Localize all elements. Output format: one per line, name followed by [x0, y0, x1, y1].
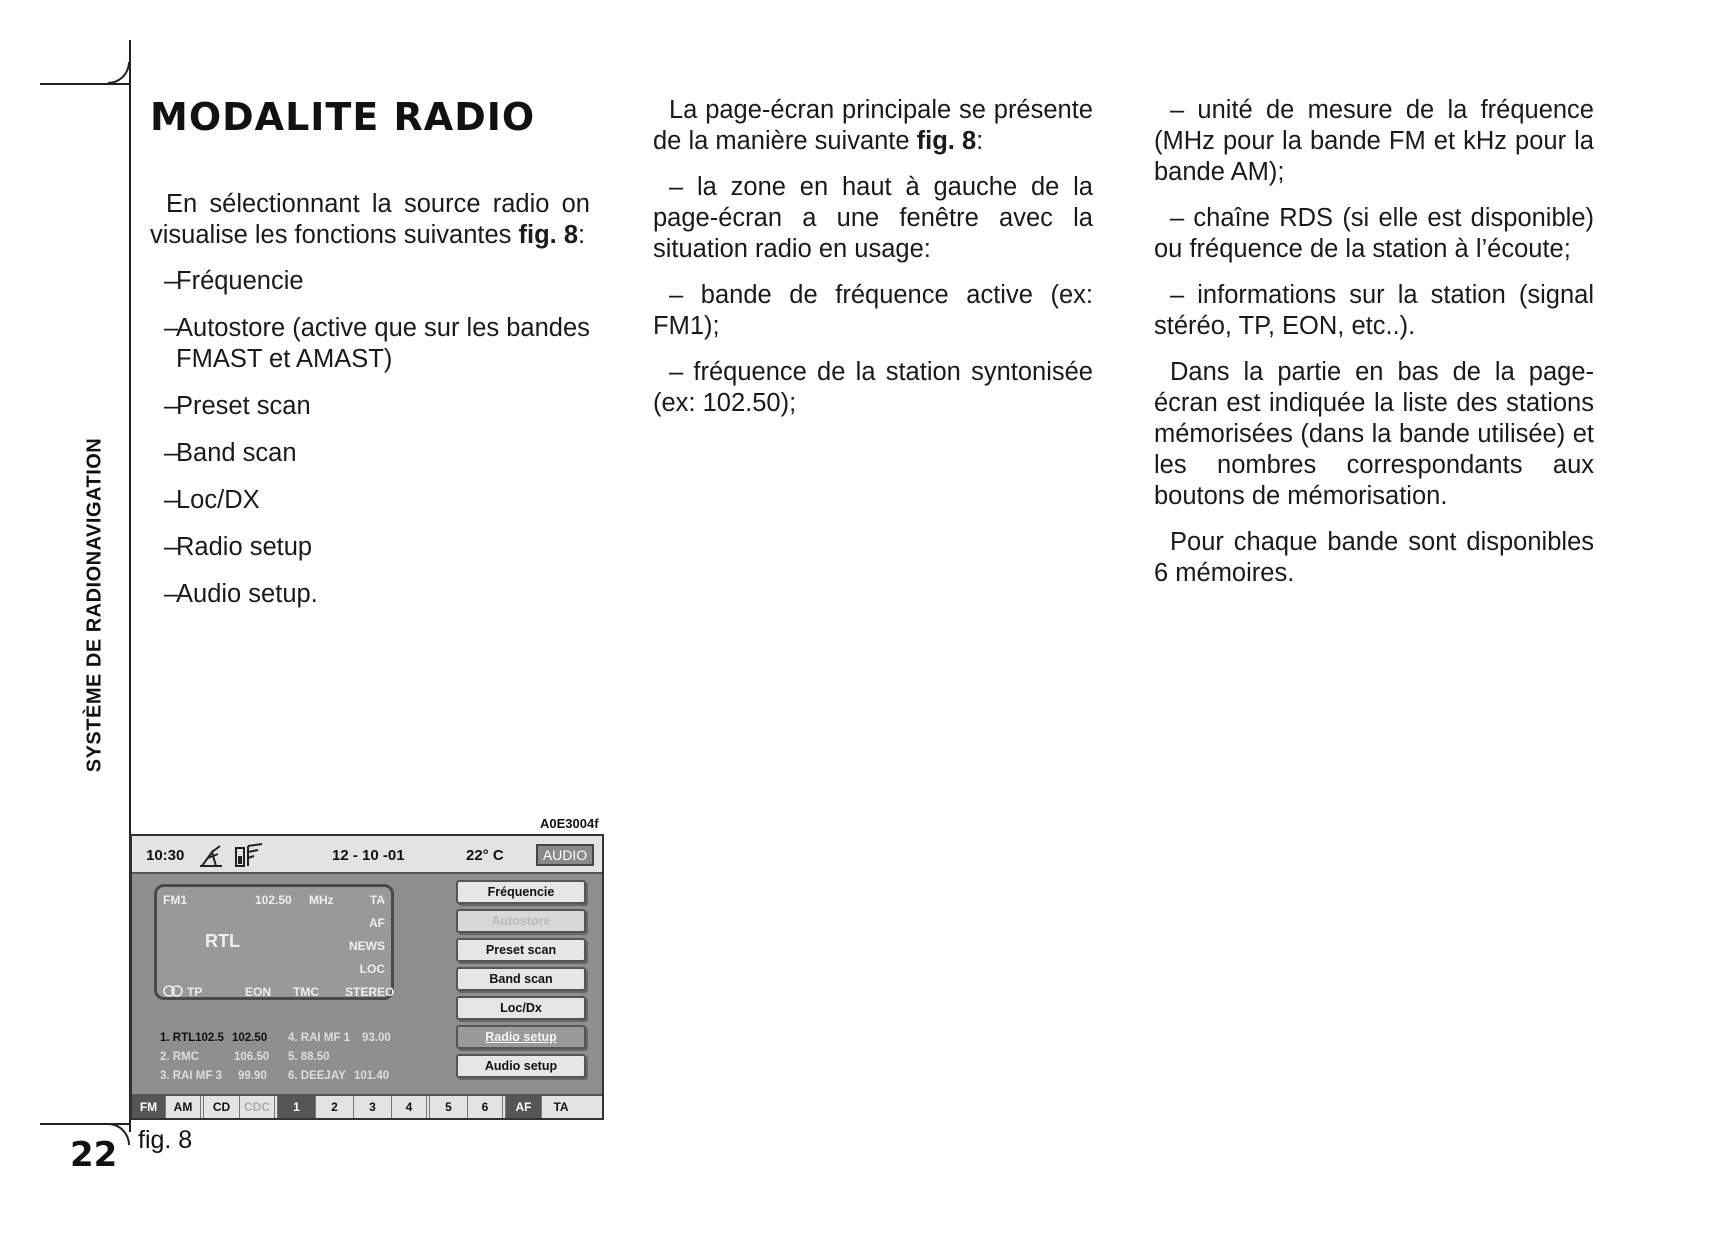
frequencie-button[interactable]: Fréquencie	[456, 880, 586, 904]
screen-temperature: 22° C	[466, 847, 504, 864]
audio-setup-button[interactable]: Audio setup	[456, 1054, 586, 1078]
list-item-text: Preset scan	[176, 392, 311, 420]
figure-caption: fig. 8	[138, 1126, 193, 1154]
list-item	[150, 485, 590, 516]
column-3	[1154, 95, 1594, 604]
audio-button[interactable]: AUDIO	[536, 844, 594, 866]
fig-reference: fig. 8	[518, 221, 579, 249]
flag-eon: EON	[245, 985, 272, 999]
paragraph: – la zone en haut à gauche de la page-écran a une fenêtre avec la situation radio en usage:	[653, 173, 1093, 263]
frequency-unit: MHz	[309, 893, 334, 907]
list-item-text: Audio setup.	[176, 580, 318, 608]
section-side-title: SYSTÈME DE RADIONAVIGATION	[83, 437, 106, 773]
margin-rule-top	[40, 83, 129, 85]
list-item-text: Band scan	[176, 439, 297, 467]
list-item-text: Autostore (active que sur les bandes FMAST et AMAST)	[176, 314, 590, 373]
list-item	[150, 313, 590, 375]
key-preset-3[interactable]: 3	[354, 1096, 392, 1118]
dash: –	[164, 439, 179, 467]
autostore-button[interactable]: Autostore	[456, 909, 586, 933]
dash: –	[164, 580, 179, 608]
preset-2-name[interactable]: 2. RMC	[160, 1051, 199, 1063]
band-scan-button[interactable]: Band scan	[456, 967, 586, 991]
preset-6-name[interactable]: 6. DEEJAY	[288, 1070, 346, 1082]
key-af[interactable]: AF	[506, 1096, 542, 1118]
screen-date: 12 - 10 -01	[332, 847, 405, 864]
flag-ta: TA	[369, 893, 385, 907]
list-item	[150, 391, 590, 422]
figure-code: A0E3004f	[540, 816, 599, 831]
key-ta[interactable]: TA	[553, 1100, 569, 1114]
key-preset-2[interactable]: 2	[316, 1096, 354, 1118]
preset-2-freq: 106.50	[234, 1051, 270, 1063]
stereo-icon	[163, 985, 183, 997]
paragraph: – unité de mesure de la fréquence (MHz pour la bande FM et kHz pour la bande AM);	[1154, 96, 1594, 186]
paragraph-colon: :	[976, 127, 984, 155]
dash: –	[164, 267, 179, 295]
key-preset-6[interactable]: 6	[468, 1096, 506, 1118]
flag-stereo: STEREO	[345, 985, 395, 999]
key-preset-4[interactable]: 4	[392, 1096, 430, 1118]
key-cdc[interactable]: CDC	[240, 1096, 278, 1118]
fig-reference: fig. 8	[916, 127, 977, 155]
paragraph	[653, 95, 1093, 157]
column-2	[653, 95, 1093, 434]
key-fm[interactable]: FM	[132, 1096, 166, 1118]
flag-af: AF	[369, 916, 385, 930]
page-title: MODALITE RADIO	[150, 95, 536, 139]
list-item-text: Loc/DX	[176, 486, 260, 514]
screen-bottom-bar	[132, 1094, 602, 1118]
radio-setup-button[interactable]: Radio setup	[456, 1025, 586, 1049]
list-item-text: Radio setup	[176, 533, 313, 561]
paragraph: Pour chaque bande sont disponibles 6 mémoires.	[1154, 528, 1594, 587]
intro-paragraph	[150, 189, 590, 251]
preset-1-name[interactable]: 1. RTL102.5	[160, 1032, 224, 1044]
flag-loc: LOC	[359, 962, 385, 976]
station-name: RTL	[205, 931, 240, 951]
paragraph: – informations sur la station (signal stéréo, TP, EON, etc..).	[1154, 281, 1594, 340]
dash: –	[164, 533, 179, 561]
loc-dx-button[interactable]: Loc/Dx	[456, 996, 586, 1020]
paragraph: – chaîne RDS (si elle est disponible) ou fréquence de la station à l’écoute;	[1154, 204, 1594, 263]
key-cd[interactable]: CD	[204, 1096, 240, 1118]
flag-tmc: TMC	[293, 985, 319, 999]
antenna-icon	[198, 842, 224, 868]
preset-4-name[interactable]: 4. RAI MF 1	[288, 1032, 350, 1044]
screen-top-bar	[132, 836, 602, 874]
flag-news: NEWS	[349, 939, 385, 953]
dash: –	[164, 486, 179, 514]
intro-text: En sélectionnant la source radio on visualise les fonctions suivantes	[150, 190, 590, 249]
function-list	[150, 266, 590, 610]
preset-3-freq: 99.90	[238, 1070, 267, 1082]
margin-corner-top	[108, 62, 130, 84]
preset-4-freq: 93.00	[362, 1032, 391, 1044]
preset-scan-button[interactable]: Preset scan	[456, 938, 586, 962]
intro-colon: :	[578, 221, 586, 249]
key-am[interactable]: AM	[166, 1096, 204, 1118]
paragraph: – fréquence de la station syntonisée (ex: 102.50);	[653, 358, 1093, 417]
radio-status-window	[154, 884, 394, 1000]
page-number: 22	[70, 1135, 118, 1175]
signal-strength-icon	[234, 842, 264, 868]
dash: –	[164, 392, 179, 420]
key-preset-5[interactable]: 5	[430, 1096, 468, 1118]
flag-tp: TP	[187, 985, 203, 999]
preset-1-freq: 102.50	[232, 1032, 268, 1044]
column-1	[150, 95, 590, 626]
preset-6-freq: 101.40	[354, 1070, 390, 1082]
list-item-text: Fréquencie	[176, 267, 304, 295]
list-item	[150, 438, 590, 469]
list-item	[150, 579, 590, 610]
key-preset-1[interactable]: 1	[278, 1096, 316, 1118]
screen-time: 10:30	[146, 847, 185, 864]
paragraph: Dans la partie en bas de la page-écran est indiquée la liste des stations mémorisées (dans la bande utilisée) et les nombres correspondants aux boutons de mémorisation.	[1154, 358, 1594, 510]
list-item	[150, 532, 590, 563]
dash: –	[164, 314, 179, 342]
preset-5-name[interactable]: 5. 88.50	[288, 1051, 330, 1063]
preset-3-name[interactable]: 3. RAI MF 3	[160, 1070, 222, 1082]
paragraph-text: La page-écran principale se présente de la manière suivante	[653, 96, 1093, 155]
list-item	[150, 266, 590, 297]
band-label: FM1	[163, 893, 187, 907]
frequency-value: 102.50	[255, 893, 292, 907]
paragraph: – bande de fréquence active (ex: FM1);	[653, 281, 1093, 340]
radio-screen-figure	[130, 834, 604, 1120]
